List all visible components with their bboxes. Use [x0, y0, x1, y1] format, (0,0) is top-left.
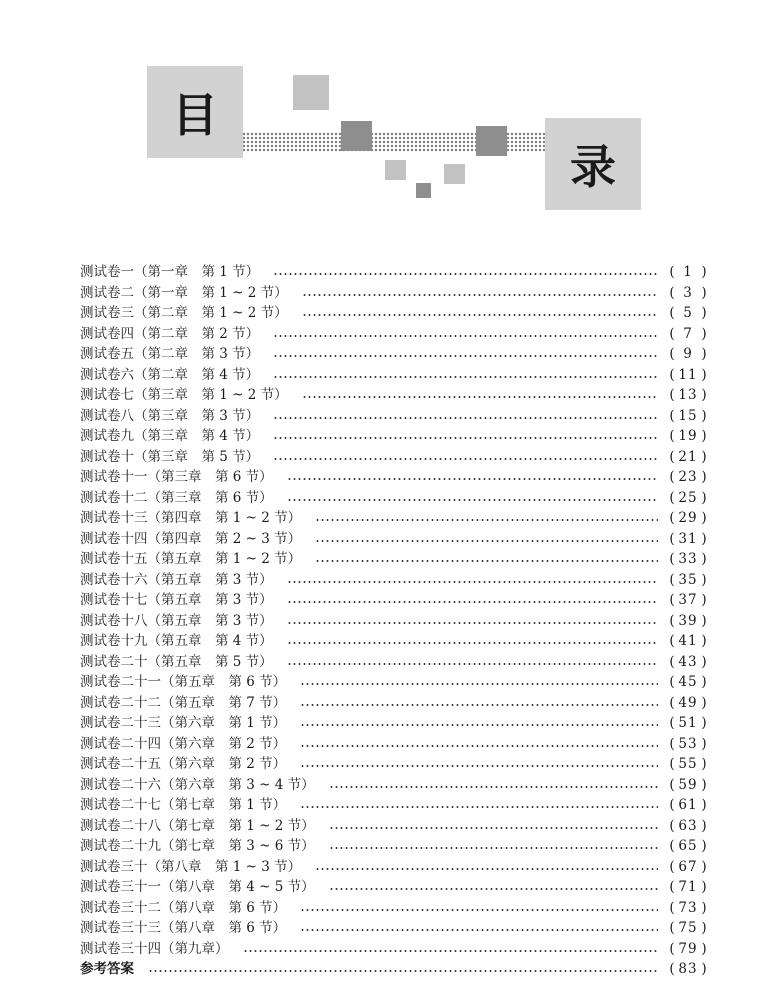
page-paren-close: )	[701, 961, 707, 977]
decor-square	[476, 126, 507, 156]
dot-leader	[273, 376, 658, 378]
page-paren-close: )	[701, 489, 707, 506]
page-paren-close: )	[701, 776, 707, 793]
toc-entry-page	[668, 262, 708, 283]
toc-entry-title: 测试卷三十四（第九章）	[80, 940, 229, 957]
toc-entry-page	[668, 734, 708, 755]
toc-entry[interactable]	[80, 693, 708, 714]
page-paren-open: (	[669, 612, 675, 629]
page-paren-close: )	[701, 899, 707, 916]
page-paren-close: )	[701, 838, 707, 854]
dot-leader	[302, 294, 658, 296]
dot-leader	[287, 581, 658, 583]
page-number: 67	[678, 858, 698, 875]
page-paren-open: (	[669, 448, 675, 465]
toc-entry-page	[668, 898, 708, 919]
page-number: 19	[678, 428, 698, 444]
toc-entry-page	[668, 857, 708, 878]
page-paren-open: (	[669, 571, 675, 588]
page-paren-open: (	[669, 756, 675, 772]
toc-entry-page	[668, 283, 708, 304]
dot-leader	[300, 683, 658, 685]
dot-leader	[273, 417, 658, 419]
toc-entry[interactable]	[80, 467, 708, 488]
toc-entry-page	[668, 775, 708, 796]
page-paren-close: )	[701, 448, 707, 465]
page-paren-open: (	[669, 715, 675, 731]
page-paren-open: (	[669, 428, 675, 444]
toc-entry[interactable]	[80, 959, 708, 980]
page-number: 53	[678, 735, 698, 752]
decor-square	[416, 183, 431, 198]
dot-leader	[300, 806, 658, 808]
decor-square	[341, 121, 372, 151]
page-number: 3	[683, 284, 693, 301]
toc-entry-title: 测试卷九（第三章 第 4 节）	[80, 428, 260, 444]
toc-entry-title: 测试卷三十二（第八章 第 6 节）	[80, 899, 287, 916]
dot-leader	[315, 540, 658, 542]
page-number: 1	[683, 264, 693, 280]
page-paren-close: )	[701, 653, 707, 670]
toc-entry[interactable]	[80, 652, 708, 673]
toc-entry-page	[668, 693, 708, 714]
toc-entry-title: 测试卷十一（第三章 第 6 节）	[80, 469, 273, 485]
toc-entry[interactable]	[80, 672, 708, 693]
dot-leader	[302, 396, 658, 398]
toc-entry-title: 测试卷十二（第三章 第 6 节）	[80, 489, 273, 506]
page-paren-close: )	[701, 940, 707, 957]
toc-entry[interactable]	[80, 447, 708, 468]
page-paren-close: )	[701, 428, 707, 444]
dot-leader	[287, 478, 658, 480]
dot-leader	[287, 663, 658, 665]
page-paren-open: (	[669, 653, 675, 670]
page-paren-close: )	[701, 817, 707, 834]
toc-entry-title: 测试卷十八（第五章 第 3 节）	[80, 612, 273, 629]
dot-leader	[300, 745, 658, 747]
dot-leader	[315, 868, 658, 870]
toc-entry-page	[668, 816, 708, 837]
toc-entry-title: 测试卷三十（第八章 第 1 ~ 3 节）	[80, 858, 302, 875]
dot-leader	[300, 909, 658, 911]
page-paren-close: )	[701, 530, 707, 547]
toc-entry-page	[668, 631, 708, 652]
toc-entry[interactable]	[80, 611, 708, 632]
toc-entry-title: 测试卷二十九（第七章 第 3 ~ 6 节）	[80, 838, 315, 854]
page-number: 71	[678, 879, 698, 895]
toc-entry-title: 测试卷二十八（第七章 第 1 ~ 2 节）	[80, 817, 315, 834]
toc-entry-page	[668, 447, 708, 468]
page-paren-open: (	[669, 879, 675, 895]
toc-entry-page	[668, 529, 708, 550]
page-paren-close: )	[701, 551, 707, 567]
toc-entry-title: 测试卷十五（第五章 第 1 ~ 2 节）	[80, 551, 302, 567]
page-paren-close: )	[701, 571, 707, 588]
page-number: 23	[678, 469, 698, 485]
toc-entry[interactable]	[80, 508, 708, 529]
dot-leader	[300, 724, 658, 726]
toc-entry[interactable]	[80, 385, 708, 406]
toc-entry-page	[668, 385, 708, 406]
dot-leader	[287, 499, 658, 501]
toc-entry[interactable]	[80, 754, 708, 775]
page-paren-open: (	[669, 407, 675, 424]
toc-entry-title: 测试卷十（第三章 第 5 节）	[80, 448, 260, 465]
page-paren-close: )	[701, 715, 707, 731]
toc-entry-page	[668, 426, 708, 447]
page-number: 79	[678, 940, 698, 957]
page-paren-open: (	[669, 469, 675, 485]
toc-entry[interactable]	[80, 631, 708, 652]
dot-leader	[329, 786, 658, 788]
dot-leader	[300, 765, 658, 767]
page-number: 33	[678, 551, 698, 567]
toc-entry-page	[668, 508, 708, 529]
toc-entry[interactable]	[80, 857, 708, 878]
page-number: 83	[678, 961, 698, 977]
toc-entry-title: 测试卷十九（第五章 第 4 节）	[80, 633, 273, 649]
page-paren-open: (	[669, 858, 675, 875]
dot-leader	[315, 560, 658, 562]
dot-leader	[273, 437, 658, 439]
toc-entry-title: 测试卷二十（第五章 第 5 节）	[80, 653, 273, 670]
page-paren-close: )	[701, 284, 707, 301]
toc-entry-title: 测试卷七（第三章 第 1 ~ 2 节）	[80, 387, 288, 403]
toc-entry-title: 测试卷二（第一章 第 1 ~ 2 节）	[80, 284, 288, 301]
dot-leader	[300, 929, 658, 931]
toc-entry-title: 测试卷三十一（第八章 第 4 ~ 5 节）	[80, 879, 315, 895]
toc-entry-page	[668, 488, 708, 509]
page-number: 13	[678, 387, 698, 403]
toc-entry-page	[668, 365, 708, 386]
toc-entry-title: 测试卷三十三（第八章 第 6 节）	[80, 920, 287, 936]
page-paren-open: (	[669, 899, 675, 916]
table-of-contents	[80, 262, 708, 980]
dot-leader	[315, 519, 658, 521]
page-paren-open: (	[669, 961, 675, 977]
page-paren-open: (	[669, 387, 675, 403]
page-number: 61	[678, 797, 698, 813]
toc-entry-page	[668, 754, 708, 775]
page-number: 51	[678, 715, 698, 731]
toc-entry[interactable]	[80, 529, 708, 550]
toc-entry[interactable]	[80, 344, 708, 365]
dot-leader	[287, 642, 658, 644]
page-paren-open: (	[669, 776, 675, 793]
toc-entry-title: 测试卷一（第一章 第 1 节）	[80, 264, 260, 280]
page-paren-close: )	[701, 735, 707, 752]
toc-entry-title: 参考答案	[80, 961, 134, 977]
title-header	[0, 0, 771, 240]
page-paren-open: (	[669, 797, 675, 813]
toc-entry[interactable]	[80, 877, 708, 898]
page-number: 75	[678, 920, 698, 936]
toc-entry[interactable]	[80, 549, 708, 570]
toc-entry[interactable]	[80, 898, 708, 919]
page-number: 21	[678, 448, 698, 465]
dot-leader	[273, 458, 658, 460]
decor-square	[444, 164, 465, 184]
dot-leader	[302, 314, 658, 316]
page-number: 73	[678, 899, 698, 916]
page-paren-close: )	[701, 387, 707, 403]
toc-entry-page	[668, 713, 708, 734]
toc-entry-title: 测试卷十七（第五章 第 3 节）	[80, 592, 273, 608]
dot-leader	[300, 704, 658, 706]
page-number: 65	[678, 838, 698, 854]
toc-entry[interactable]	[80, 590, 708, 611]
dot-leader	[287, 622, 658, 624]
page-paren-close: )	[701, 612, 707, 629]
page-paren-close: )	[701, 920, 707, 936]
page-paren-close: )	[701, 469, 707, 485]
dot-leader	[329, 847, 658, 849]
page-paren-open: (	[669, 264, 675, 280]
toc-entry-title: 测试卷二十七（第七章 第 1 节）	[80, 797, 287, 813]
toc-entry-page	[668, 467, 708, 488]
toc-entry-page	[668, 406, 708, 427]
page-paren-open: (	[669, 346, 675, 362]
page-paren-open: (	[669, 633, 675, 649]
page-paren-close: )	[701, 325, 707, 342]
page-paren-close: )	[701, 797, 707, 813]
page-paren-close: )	[701, 879, 707, 895]
dot-leader	[273, 335, 658, 337]
toc-entry-page	[668, 652, 708, 673]
toc-entry[interactable]	[80, 488, 708, 509]
page-paren-open: (	[669, 530, 675, 547]
toc-entry-page	[668, 836, 708, 857]
page-number: 7	[683, 325, 693, 342]
page-paren-close: )	[701, 694, 707, 711]
page-number: 31	[678, 530, 698, 547]
page-paren-open: (	[669, 735, 675, 752]
toc-entry[interactable]	[80, 283, 708, 304]
page-paren-close: )	[701, 407, 707, 424]
toc-entry[interactable]	[80, 734, 708, 755]
toc-entry-title: 测试卷十三（第四章 第 1 ~ 2 节）	[80, 510, 302, 526]
page-paren-open: (	[669, 592, 675, 608]
dot-leader	[329, 888, 658, 890]
dot-leader	[243, 950, 659, 952]
toc-entry-page	[668, 877, 708, 898]
page-number: 63	[678, 817, 698, 834]
toc-entry-page	[668, 590, 708, 611]
page-paren-open: (	[669, 920, 675, 936]
title-char-box-right: 录	[545, 118, 641, 210]
page-paren-close: )	[701, 858, 707, 875]
dot-leader	[273, 273, 658, 275]
page-number: 49	[678, 694, 698, 711]
dot-leader	[273, 355, 658, 357]
toc-entry-title: 测试卷六（第二章 第 4 节）	[80, 366, 260, 383]
toc-entry-page	[668, 939, 708, 960]
dot-leader	[329, 827, 658, 829]
toc-entry[interactable]	[80, 795, 708, 816]
toc-entry[interactable]	[80, 836, 708, 857]
page-paren-close: )	[701, 633, 707, 649]
page-paren-close: )	[701, 674, 707, 690]
page-number: 9	[683, 346, 693, 362]
page-paren-open: (	[669, 694, 675, 711]
toc-entry-title: 测试卷三（第二章 第 1 ~ 2 节）	[80, 305, 288, 321]
page-number: 43	[678, 653, 698, 670]
toc-entry[interactable]	[80, 939, 708, 960]
toc-entry-title: 测试卷二十六（第六章 第 3 ~ 4 节）	[80, 776, 315, 793]
decor-square	[293, 75, 329, 110]
toc-entry-title: 测试卷四（第二章 第 2 节）	[80, 325, 260, 342]
toc-entry-title: 测试卷十四（第四章 第 2 ~ 3 节）	[80, 530, 302, 547]
toc-entry[interactable]	[80, 426, 708, 447]
page-paren-close: )	[701, 366, 707, 383]
toc-entry-page	[668, 611, 708, 632]
toc-entry-title: 测试卷五（第二章 第 3 节）	[80, 346, 260, 362]
toc-entry[interactable]	[80, 406, 708, 427]
toc-entry-page	[668, 570, 708, 591]
page-paren-open: (	[669, 940, 675, 957]
toc-entry[interactable]	[80, 816, 708, 837]
page-paren-open: (	[669, 551, 675, 567]
page-paren-close: )	[701, 305, 707, 321]
toc-entry-page	[668, 324, 708, 345]
page-number: 11	[678, 366, 698, 383]
page-paren-open: (	[669, 674, 675, 690]
toc-entry[interactable]	[80, 775, 708, 796]
toc-entry[interactable]	[80, 324, 708, 345]
dot-leader	[287, 601, 658, 603]
toc-entry[interactable]	[80, 713, 708, 734]
toc-entry-title: 测试卷二十一（第五章 第 6 节）	[80, 674, 287, 690]
toc-entry[interactable]	[80, 262, 708, 283]
toc-entry-title: 测试卷二十五（第六章 第 2 节）	[80, 756, 287, 772]
title-char-box-left: 目	[147, 66, 243, 158]
page-number: 55	[678, 756, 698, 772]
page-paren-close: )	[701, 346, 707, 362]
toc-entry-page	[668, 549, 708, 570]
toc-entry-title: 测试卷二十四（第六章 第 2 节）	[80, 735, 287, 752]
page-paren-open: (	[669, 325, 675, 342]
page-number: 45	[678, 674, 698, 690]
page-number: 15	[678, 407, 698, 424]
page-paren-close: )	[701, 592, 707, 608]
toc-entry[interactable]	[80, 570, 708, 591]
page-paren-open: (	[669, 838, 675, 854]
page-number: 5	[683, 305, 693, 321]
page-paren-close: )	[701, 510, 707, 526]
page-paren-open: (	[669, 510, 675, 526]
toc-entry-page	[668, 672, 708, 693]
page-number: 37	[678, 592, 698, 608]
page-paren-close: )	[701, 756, 707, 772]
toc-entry-title: 测试卷十六（第五章 第 3 节）	[80, 571, 273, 588]
toc-entry[interactable]	[80, 303, 708, 324]
page-paren-close: )	[701, 264, 707, 280]
toc-entry-page	[668, 344, 708, 365]
toc-entry-page	[668, 918, 708, 939]
toc-entry-page	[668, 795, 708, 816]
page-number: 29	[678, 510, 698, 526]
page-number: 35	[678, 571, 698, 588]
toc-entry[interactable]	[80, 365, 708, 386]
toc-entry-title: 测试卷八（第三章 第 3 节）	[80, 407, 260, 424]
toc-entry-page	[668, 303, 708, 324]
page-number: 41	[678, 633, 698, 649]
page-number: 39	[678, 612, 698, 629]
decor-square	[385, 160, 406, 180]
page-paren-open: (	[669, 284, 675, 301]
page-paren-open: (	[669, 817, 675, 834]
page-paren-open: (	[669, 366, 675, 383]
toc-entry-page	[668, 959, 708, 980]
page-number: 25	[678, 489, 698, 506]
toc-entry-title: 测试卷二十二（第五章 第 7 节）	[80, 694, 287, 711]
page-paren-open: (	[669, 305, 675, 321]
page-paren-open: (	[669, 489, 675, 506]
toc-entry-title: 测试卷二十三（第六章 第 1 节）	[80, 715, 287, 731]
toc-entry[interactable]	[80, 918, 708, 939]
page-number: 59	[678, 776, 698, 793]
dot-leader	[148, 970, 658, 972]
